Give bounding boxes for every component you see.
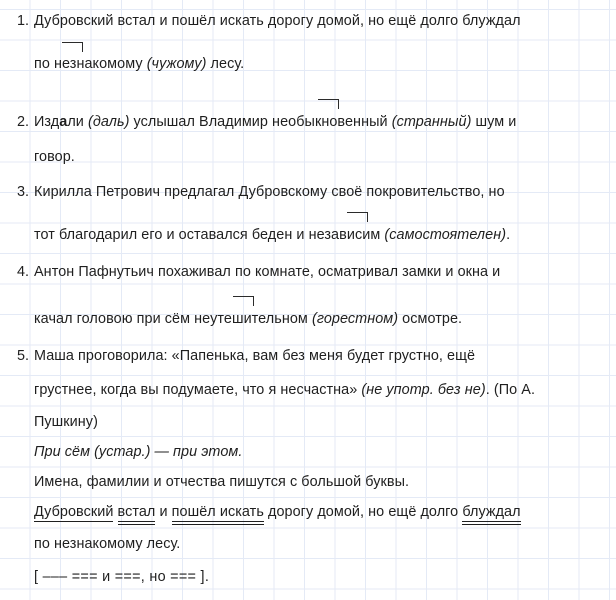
item-1-line-2 xyxy=(34,55,244,73)
item-2-gloss: (даль) xyxy=(87,114,130,130)
parsed-sentence-line-1 xyxy=(34,503,521,521)
item-3-text-a: тот благодарил его и оставался беден и не xyxy=(34,227,325,243)
sentence-space-1 xyxy=(113,504,117,520)
item-3-tail: . xyxy=(506,227,511,243)
item-5-line-3: Пушкину) xyxy=(34,414,98,430)
item-2-line-1 xyxy=(34,113,516,131)
item-number-5: 5. xyxy=(17,348,30,364)
item-1-synonym: (чужому) xyxy=(146,56,207,72)
prefix-bracket-icon xyxy=(62,42,83,52)
item-4-text-b: утешительном xyxy=(210,311,312,327)
item-5-usage-note: (не употр. без не) xyxy=(361,382,486,398)
item-1-line-1: Дубровский встал и пошёл искать дорогу домой, но ещё долго блуждал xyxy=(34,13,521,29)
archaic-gloss-note: При сём (устар.) — при этом. xyxy=(34,444,243,460)
item-2-word-a: Изд xyxy=(34,114,60,130)
item-4-line-1: Антон Пафнутьич похаживал по комнате, осматривал замки и окна и xyxy=(34,264,501,280)
item-4-text-a: качал головою при сём не xyxy=(34,311,211,327)
subject-underline: Дубровский xyxy=(34,504,114,520)
item-2-line-2: говор. xyxy=(34,149,75,165)
sentence-scheme: [ ––– === и ===, но === ]. xyxy=(34,569,210,585)
prefix-bracket-icon xyxy=(318,99,339,109)
item-2-word-b: ли xyxy=(67,114,88,130)
item-number-3: 3. xyxy=(17,184,30,200)
predicate-underline-2: пошёл искать xyxy=(171,504,264,520)
parsed-sentence-line-2: по незнакомому лесу. xyxy=(34,536,181,552)
prefix-bracket-icon xyxy=(347,212,368,222)
item-1-tail: лесу. xyxy=(206,56,245,72)
item-4-tail: осмотре. xyxy=(398,311,463,327)
sentence-middle: дорогу домой, но ещё долго xyxy=(263,504,463,520)
item-3-text-b: зависим xyxy=(324,227,385,243)
item-1-prefix-text: по не xyxy=(34,56,70,72)
item-5-line-1: Маша проговорила: «Папенька, вам без меня будет грустно, ещё xyxy=(34,348,476,364)
predicate-underline-3: блуждал xyxy=(462,504,521,520)
item-2-stressed-vowel: а xyxy=(59,114,68,130)
predicate-underline-1: встал xyxy=(117,504,156,520)
item-number-2: 2. xyxy=(17,114,30,130)
item-number-1: 1. xyxy=(17,13,30,29)
prefix-bracket-icon xyxy=(233,296,254,306)
item-1-root-text: знакомому xyxy=(69,56,147,72)
item-3-line-1: Кирилла Петрович предлагал Дубровскому своё покровительство, но xyxy=(34,184,505,200)
item-3-synonym: (самостоятелен) xyxy=(384,227,507,243)
item-2-synonym: (странный) xyxy=(391,114,472,130)
item-5-text-a: грустнее, когда вы подумаете, что я несчастна» xyxy=(34,382,362,398)
item-5-line-2 xyxy=(34,381,535,399)
sentence-conj-1: и xyxy=(155,504,172,520)
item-5-text-b: . (По А. xyxy=(485,382,536,398)
item-number-4: 4. xyxy=(17,264,30,280)
item-4-line-2 xyxy=(34,310,462,328)
item-2-word-e: шум и xyxy=(471,114,517,130)
capitalization-rule-note: Имена, фамилии и отчества пишутся с большой буквы. xyxy=(34,474,410,490)
item-4-synonym: (горестном) xyxy=(311,311,399,327)
item-3-line-2 xyxy=(34,226,510,244)
item-2-word-c: услышал Владимир не xyxy=(129,114,289,130)
item-2-word-d: обыкновенный xyxy=(288,114,392,130)
